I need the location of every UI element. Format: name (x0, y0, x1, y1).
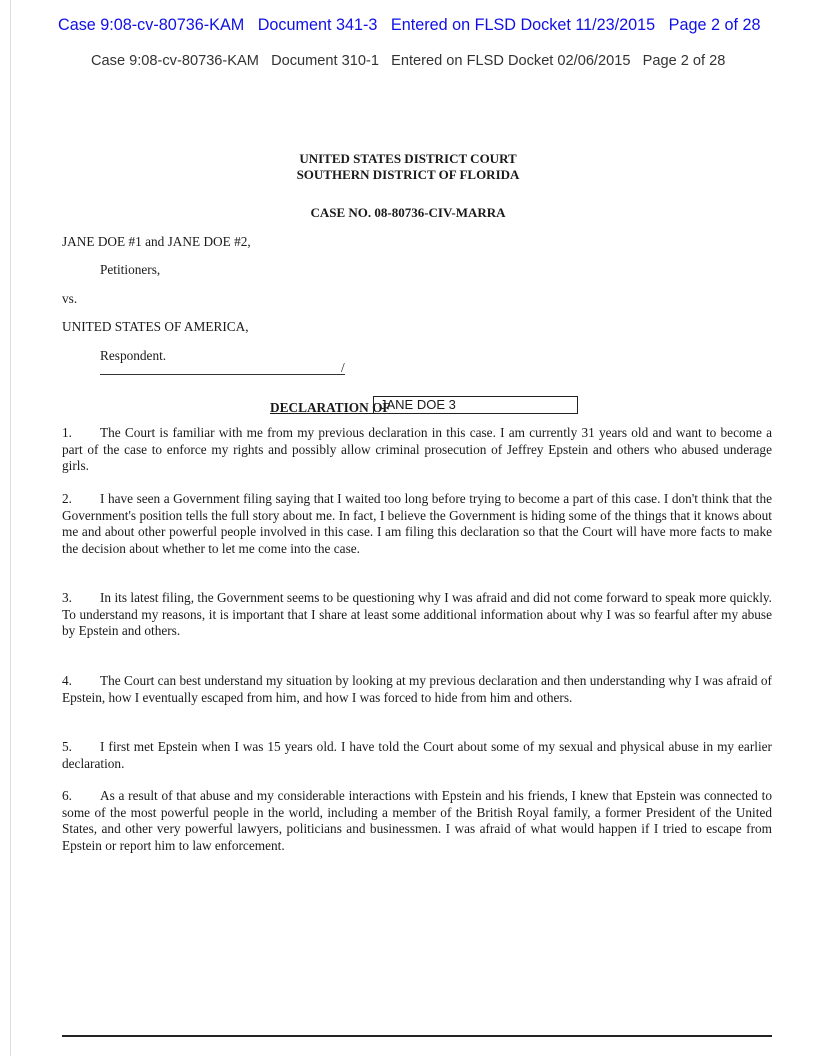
court-district: SOUTHERN DISTRICT OF FLORIDA (296, 167, 520, 182)
paragraph-text: The Court is familiar with me from my previous declaration in this case. I am currently 31 years old and want to become a part of the case to enforce my rights and possibly allow criminal prosecution of Jeffrey Epstein and others who abused underage girls. (62, 425, 772, 473)
petitioners: JANE DOE #1 and JANE DOE #2, (62, 234, 251, 249)
court-name: UNITED STATES DISTRICT COURT (299, 151, 517, 166)
versus: vs. (62, 291, 78, 306)
paragraph-text: The Court can best understand my situation by looking at my previous declaration and then understanding why I was afraid of Epstein, how I eventually escaped from him, and how I was forced to hide from him and others. (62, 673, 772, 705)
paragraph-text: I have seen a Government filing saying that I waited too long before trying to become a part of this case. I don't think that the Government's position tells the full story about me. In fact, I believe the Government is hiding some of the things that it knows about me and about other powerful people involved in this case. I am filing this declaration so that the Court will have more facts to make the decision about whether to let me come into the case. (62, 491, 772, 556)
respondent-label: Respondent. (100, 348, 167, 363)
paragraph-number: 5. (62, 739, 72, 754)
paragraph-5 (62, 739, 772, 772)
petitioners-label: Petitioners, (100, 262, 161, 277)
declarant-name: JANE DOE 3 (380, 397, 456, 412)
paragraph-2 (62, 491, 772, 557)
paragraph-number: 1. (62, 425, 72, 440)
caption-rule (100, 374, 345, 375)
paragraph-1 (62, 425, 772, 475)
paragraph-text: In its latest filing, the Government seems to be questioning why I was afraid and did not come forward to speak more quickly. To understand my reasons, it is important that I share at least some additional information about why I was so fearful after my abuse by Epstein and others. (62, 590, 772, 638)
paragraph-number: 2. (62, 491, 72, 506)
footer-rule (62, 1035, 772, 1037)
paragraph-6 (62, 788, 772, 854)
paragraph-text: I first met Epstein when I was 15 years old. I have told the Court about some of my sexual and physical abuse in my earlier declaration. (62, 739, 772, 771)
paragraph-number: 6. (62, 788, 72, 803)
case-number: CASE NO. 08-80736-CIV-MARRA (310, 205, 506, 220)
docket-header-original: Case 9:08-cv-80736-KAM Document 310-1 Entered on FLSD Docket 02/06/2015 Page 2 of 28 (91, 53, 726, 69)
paragraph-number: 4. (62, 673, 72, 688)
paragraph-3 (62, 590, 772, 640)
caption-slash: / (341, 360, 345, 375)
declaration-heading: DECLARATION OF (270, 400, 391, 415)
respondent: UNITED STATES OF AMERICA, (62, 319, 249, 334)
docket-header-current: Case 9:08-cv-80736-KAM Document 341-3 Entered on FLSD Docket 11/23/2015 Page 2 of 28 (58, 16, 761, 34)
paragraph-text: As a result of that abuse and my considerable interactions with Epstein and his friends, I knew that Epstein was connected to some of the most powerful people in the world, including a member of the British Royal family, a former President of the United States, and other very powerful lawyers, politicians and businessmen. I was afraid of what would happen if I tried to escape from Epstein or report him to law enforcement. (62, 788, 772, 853)
paragraph-4 (62, 673, 772, 706)
paragraph-number: 3. (62, 590, 72, 605)
